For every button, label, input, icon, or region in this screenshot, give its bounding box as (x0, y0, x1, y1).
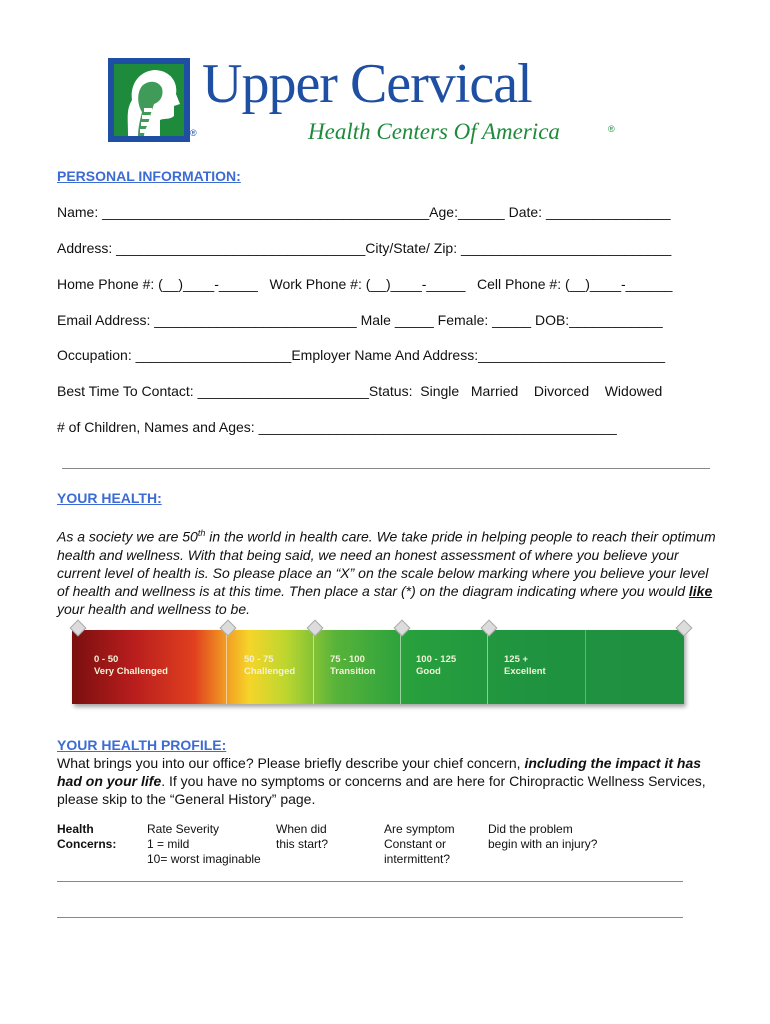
logo-name-line2: Health Centers Of America (308, 119, 560, 144)
age-label: Age: (429, 204, 458, 220)
health-scale[interactable] (72, 622, 692, 706)
employer-label: Employer Name And Address: (291, 347, 479, 363)
row-address (57, 240, 671, 256)
contact-field[interactable]: ______________________ (197, 383, 369, 399)
city-state-zip-label: City/State/ Zip: (365, 240, 458, 256)
age-field[interactable]: ______ (457, 204, 505, 220)
col-rate-severity: Rate Severity 1 = mild 10= worst imaginable (147, 822, 261, 866)
scale-divider (585, 630, 586, 704)
health-heading: YOUR HEALTH: (57, 490, 162, 506)
row-name (57, 204, 671, 220)
cell-phone-field[interactable]: Cell Phone #: (__)____-______ (477, 276, 673, 292)
children-extra-line[interactable] (62, 468, 710, 469)
scale-segment-challenged: 50 - 75 Challenged (244, 654, 296, 677)
concern-line-2[interactable] (57, 917, 683, 918)
status-married[interactable]: Married (470, 383, 519, 399)
status-divorced[interactable]: Divorced (533, 383, 590, 399)
work-phone-field[interactable]: Work Phone #: (__)____-_____ (269, 276, 466, 292)
status-label: Status: (368, 383, 413, 399)
contact-label: Best Time To Contact: (57, 383, 194, 399)
scale-divider (226, 630, 227, 704)
row-contact (57, 383, 662, 399)
female-field[interactable]: Female: _____ (437, 312, 532, 328)
col-constant-intermittent: Are symptom Constant or intermittent? (384, 822, 455, 866)
profile-heading: YOUR HEALTH PROFILE: (57, 737, 227, 753)
scale-divider (487, 630, 488, 704)
status-single[interactable]: Single (420, 383, 460, 399)
dob-field[interactable]: DOB:____________ (534, 312, 663, 328)
home-phone-field[interactable]: Home Phone #: (__)____-_____ (57, 276, 258, 292)
scale-segment-good: 100 - 125 Good (416, 654, 457, 677)
date-field[interactable]: ________________ (545, 204, 671, 220)
occupation-label: Occupation: (57, 347, 132, 363)
address-label: Address: (57, 240, 113, 256)
row-occupation (57, 347, 665, 363)
logo-registered-mark: ® (190, 128, 197, 138)
scale-divider (400, 630, 401, 704)
scale-segment-excellent: 125 + Excellent (504, 654, 546, 677)
col-injury: Did the problem begin with an injury? (488, 822, 598, 851)
logo (108, 53, 628, 150)
scale-segment-very-challenged: 0 - 50 Very Challenged (94, 654, 168, 677)
email-field[interactable]: __________________________ (154, 312, 357, 328)
male-field[interactable]: Male _____ (360, 312, 434, 328)
date-label: Date: (508, 204, 543, 220)
row-children (57, 419, 617, 435)
email-label: Email Address: (57, 312, 151, 328)
scale-divider (313, 630, 314, 704)
employer-field[interactable]: ________________________ (478, 347, 665, 363)
name-field[interactable]: __________________________________________ (102, 204, 430, 220)
col-when-started: When did this start? (276, 822, 329, 851)
scale-segment-transition: 75 - 100 Transition (330, 654, 376, 677)
health-paragraph: As a society we are 50th in the world in health care. We take pride in helping people to reach their optimum health and wellness. With that being said, we need an honest assessment of where you believe your current level of health is. So please place an “X” on the scale below marking where you believe your level of health and wellness is at this time. Then place a star (*) on the diagram indicating where you would like your health and wellness to be. (57, 528, 716, 617)
personal-heading: PERSONAL INFORMATION: (57, 168, 241, 184)
children-field[interactable]: ______________________________________________ (258, 419, 617, 435)
city-state-zip-field[interactable]: ___________________________ (461, 240, 672, 256)
col-health-concerns: Health Concerns: (57, 822, 117, 851)
name-label: Name: (57, 204, 99, 220)
row-phones (57, 276, 672, 292)
logo-head-icon (108, 58, 190, 142)
row-email (57, 312, 663, 328)
children-label: # of Children, Names and Ages: (57, 419, 255, 435)
occupation-field[interactable]: ____________________ (135, 347, 292, 363)
profile-paragraph: What brings you into our office? Please briefly describe your chief concern, including the impact it has had on your life. If you have no symptoms or concerns and are here for Chiropractic Wellness Services, please skip to the “General History” page. (57, 755, 706, 807)
concern-line-1[interactable] (57, 881, 683, 882)
address-field[interactable]: ________________________________ (116, 240, 366, 256)
status-widowed[interactable]: Widowed (604, 383, 663, 399)
logo-name-line1: Upper Cervical (202, 53, 532, 115)
logo-registered-mark-2: ® (608, 124, 615, 134)
